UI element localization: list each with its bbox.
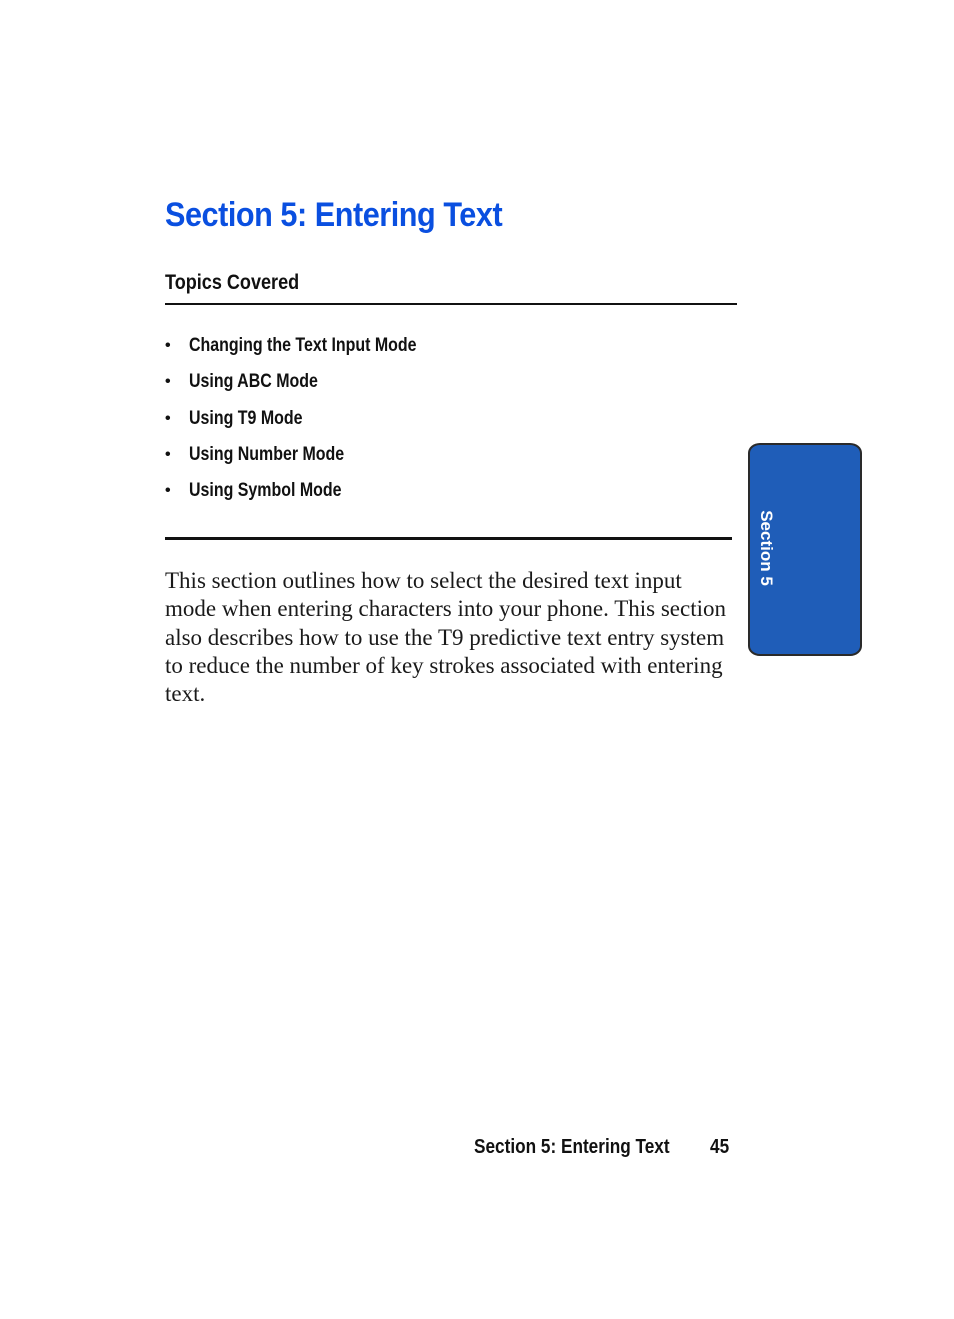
page-title: Section 5: Entering Text: [165, 196, 503, 234]
bullet-icon: •: [165, 445, 171, 463]
topic-label: Using Symbol Mode: [189, 480, 342, 502]
bullet-icon: •: [165, 373, 171, 391]
topic-label: Using T9 Mode: [189, 407, 303, 429]
list-item: [165, 364, 460, 400]
list-item: [165, 328, 460, 364]
list-item: [165, 401, 460, 437]
section-divider: [165, 537, 732, 540]
bullet-icon: •: [165, 482, 171, 500]
topics-list: [165, 328, 460, 509]
list-item: [165, 437, 460, 473]
heading-divider: [165, 303, 737, 305]
topic-label: Using ABC Mode: [189, 371, 318, 393]
list-item: [165, 473, 460, 509]
topics-heading: Topics Covered: [165, 271, 300, 294]
bullet-icon: •: [165, 337, 171, 355]
bullet-icon: •: [165, 409, 171, 427]
footer-section-title: Section 5: Entering Text: [474, 1136, 670, 1158]
intro-paragraph: This section outlines how to select the desired text input mode when entering characters into your phone. This section also describes how to use the T9 predictive text entry system to reduce the number of key strokes associated with entering text.: [165, 568, 726, 707]
section-tab-label: Section 5: [757, 510, 776, 586]
topic-label: Changing the Text Input Mode: [189, 335, 417, 357]
page-number: 45: [710, 1136, 730, 1158]
topic-label: Using Number Mode: [189, 443, 345, 465]
